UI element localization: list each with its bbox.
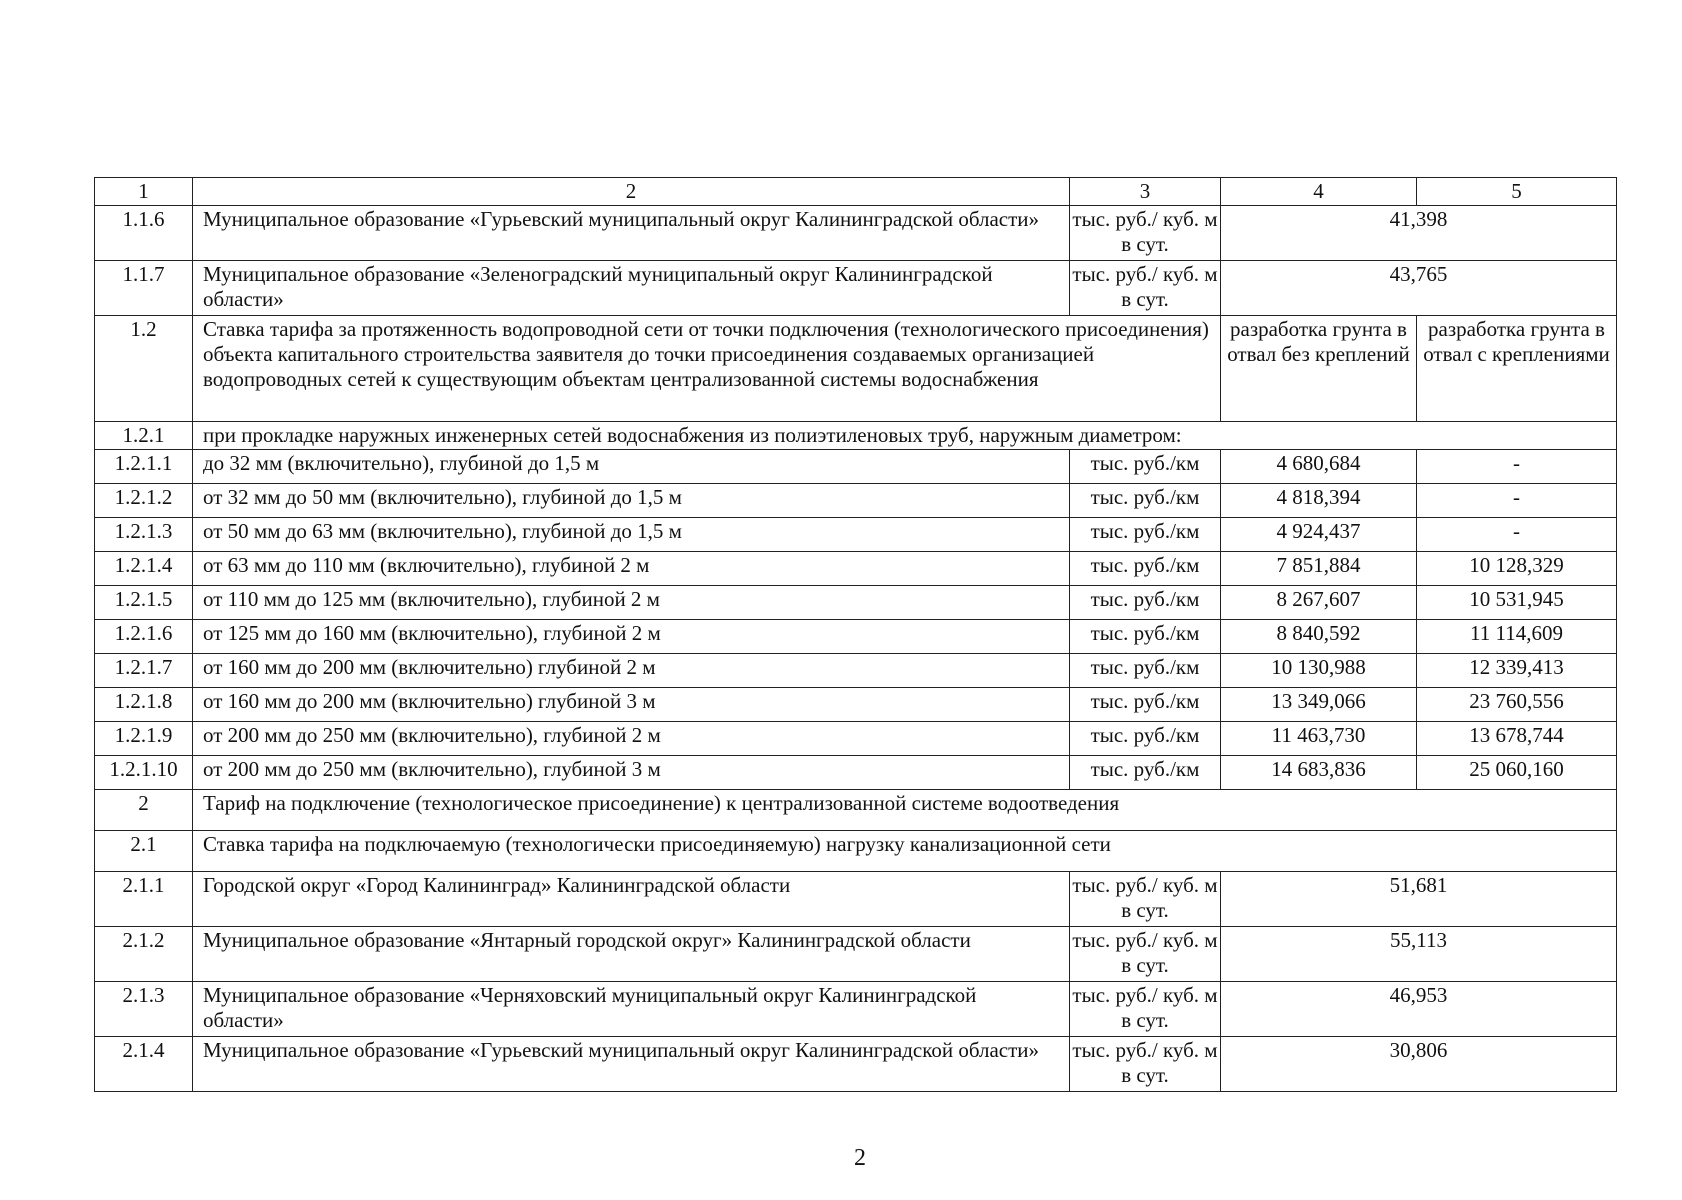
row-value-col5: 12 339,413 [1417,654,1617,688]
row-description: от 110 мм до 125 мм (включительно), глубиной 2 м [193,586,1070,620]
table-row [95,1037,1617,1092]
row-description: от 160 мм до 200 мм (включительно) глубиной 3 м [193,688,1070,722]
row-unit: тыс. руб./км [1070,552,1221,586]
row-description: от 200 мм до 250 мм (включительно), глубиной 3 м [193,756,1070,790]
column-number: 2 [193,178,1070,206]
row-number: 1.2.1 [95,422,193,450]
row-number: 1.2 [95,316,193,422]
column-number: 4 [1221,178,1417,206]
row-number: 2.1.2 [95,927,193,982]
row-value-col4: 14 683,836 [1221,756,1417,790]
row-description: Муниципальное образование «Янтарный городской округ» Калининградской области [193,927,1070,982]
row-unit: тыс. руб./км [1070,518,1221,552]
row-value-col4: 4 818,394 [1221,484,1417,518]
row-description: Тариф на подключение (технологическое присоединение) к централизованной системе водоотведения [193,790,1617,831]
table-row [95,688,1617,722]
tariff-table [94,177,1617,1092]
row-value: 41,398 [1221,206,1617,261]
row-value-col5: 10 531,945 [1417,586,1617,620]
row-description: от 160 мм до 200 мм (включительно) глубиной 2 м [193,654,1070,688]
row-number: 1.2.1.5 [95,586,193,620]
row-unit: тыс. руб./км [1070,620,1221,654]
row-value-col5: 11 114,609 [1417,620,1617,654]
row-number: 1.2.1.7 [95,654,193,688]
row-value-col5: 13 678,744 [1417,722,1617,756]
row-number: 1.2.1.8 [95,688,193,722]
row-unit: тыс. руб./км [1070,756,1221,790]
row-unit: тыс. руб./км [1070,654,1221,688]
column-number: 5 [1417,178,1617,206]
row-value-col5: 25 060,160 [1417,756,1617,790]
table-row [95,261,1617,316]
table-row [95,484,1617,518]
table-row [95,927,1617,982]
section-row [95,831,1617,872]
row-number: 2.1.3 [95,982,193,1037]
table-row [95,450,1617,484]
column-number: 3 [1070,178,1221,206]
table-row [95,422,1617,450]
row-unit: тыс. руб./км [1070,722,1221,756]
row-value-col5: 10 128,329 [1417,552,1617,586]
table-row [95,982,1617,1037]
row-value: 55,113 [1221,927,1617,982]
row-description: от 125 мм до 160 мм (включительно), глубиной 2 м [193,620,1070,654]
row-description: Муниципальное образование «Гурьевский муниципальный округ Калининградской области» [193,206,1070,261]
row-number: 1.1.6 [95,206,193,261]
column-5-subheader: разработка грунта в отвал с креплениями [1417,316,1617,422]
section-row [95,790,1617,831]
row-unit: тыс. руб./ куб. м в сут. [1070,872,1221,927]
table-row [95,206,1617,261]
column-number-row [95,178,1617,206]
row-number: 1.2.1.9 [95,722,193,756]
row-value-col4: 4 924,437 [1221,518,1417,552]
row-value-col4: 8 267,607 [1221,586,1417,620]
row-number: 2.1.1 [95,872,193,927]
row-number: 1.2.1.1 [95,450,193,484]
row-number: 1.2.1.2 [95,484,193,518]
table-row [95,586,1617,620]
row-unit: тыс. руб./ куб. м в сут. [1070,927,1221,982]
column-number: 1 [95,178,193,206]
row-number: 1.2.1.6 [95,620,193,654]
row-description: от 63 мм до 110 мм (включительно), глубиной 2 м [193,552,1070,586]
column-4-subheader: разработка грунта в отвал без креплений [1221,316,1417,422]
row-number: 1.2.1.10 [95,756,193,790]
row-description: от 32 мм до 50 мм (включительно), глубиной до 1,5 м [193,484,1070,518]
table-row [95,620,1617,654]
row-number: 1.2.1.3 [95,518,193,552]
row-description: при прокладке наружных инженерных сетей водоснабжения из полиэтиленовых труб, наружным диаметром: [193,422,1617,450]
row-value-col4: 7 851,884 [1221,552,1417,586]
row-description: Муниципальное образование «Зеленоградский муниципальный округ Калининградской области» [193,261,1070,316]
row-value: 30,806 [1221,1037,1617,1092]
row-value: 51,681 [1221,872,1617,927]
table-row [95,756,1617,790]
row-value: 46,953 [1221,982,1617,1037]
row-number: 1.1.7 [95,261,193,316]
table-row [95,722,1617,756]
row-value-col4: 4 680,684 [1221,450,1417,484]
row-value-col5: - [1417,450,1617,484]
row-description: от 200 мм до 250 мм (включительно), глубиной 2 м [193,722,1070,756]
table-row [95,552,1617,586]
table-row [95,316,1617,422]
row-description: Муниципальное образование «Гурьевский муниципальный округ Калининградской области» [193,1037,1070,1092]
table-row [95,518,1617,552]
row-value-col4: 10 130,988 [1221,654,1417,688]
row-value-col5: - [1417,518,1617,552]
row-description: до 32 мм (включительно), глубиной до 1,5 м [193,450,1070,484]
row-value-col5: 23 760,556 [1417,688,1617,722]
row-number: 2.1 [95,831,193,872]
table-row [95,872,1617,927]
row-unit: тыс. руб./км [1070,484,1221,518]
row-value-col5: - [1417,484,1617,518]
row-description: Ставка тарифа на подключаемую (технологически присоединяемую) нагрузку канализационной сети [193,831,1617,872]
row-number: 2.1.4 [95,1037,193,1092]
row-description: Муниципальное образование «Черняховский муниципальный округ Калининградской области» [193,982,1070,1037]
row-value-col4: 8 840,592 [1221,620,1417,654]
row-unit: тыс. руб./ куб. м в сут. [1070,261,1221,316]
row-value-col4: 11 463,730 [1221,722,1417,756]
row-description: Городской округ «Город Калининград» Калининградской области [193,872,1070,927]
row-unit: тыс. руб./ куб. м в сут. [1070,1037,1221,1092]
table-row [95,654,1617,688]
row-unit: тыс. руб./ куб. м в сут. [1070,982,1221,1037]
row-number: 2 [95,790,193,831]
row-value-col4: 13 349,066 [1221,688,1417,722]
row-description: Ставка тарифа за протяженность водопроводной сети от точки подключения (технологического присоединения) объекта капитального строительства заявителя до точки присоединения создаваемых организацией водопроводных сетей к существующим объектам централизованной системы водоснабжения [193,316,1221,422]
row-unit: тыс. руб./км [1070,688,1221,722]
row-number: 1.2.1.4 [95,552,193,586]
page-number: 2 [854,1145,866,1171]
row-description: от 50 мм до 63 мм (включительно), глубиной до 1,5 м [193,518,1070,552]
row-unit: тыс. руб./ куб. м в сут. [1070,206,1221,261]
row-unit: тыс. руб./км [1070,450,1221,484]
row-unit: тыс. руб./км [1070,586,1221,620]
row-value: 43,765 [1221,261,1617,316]
